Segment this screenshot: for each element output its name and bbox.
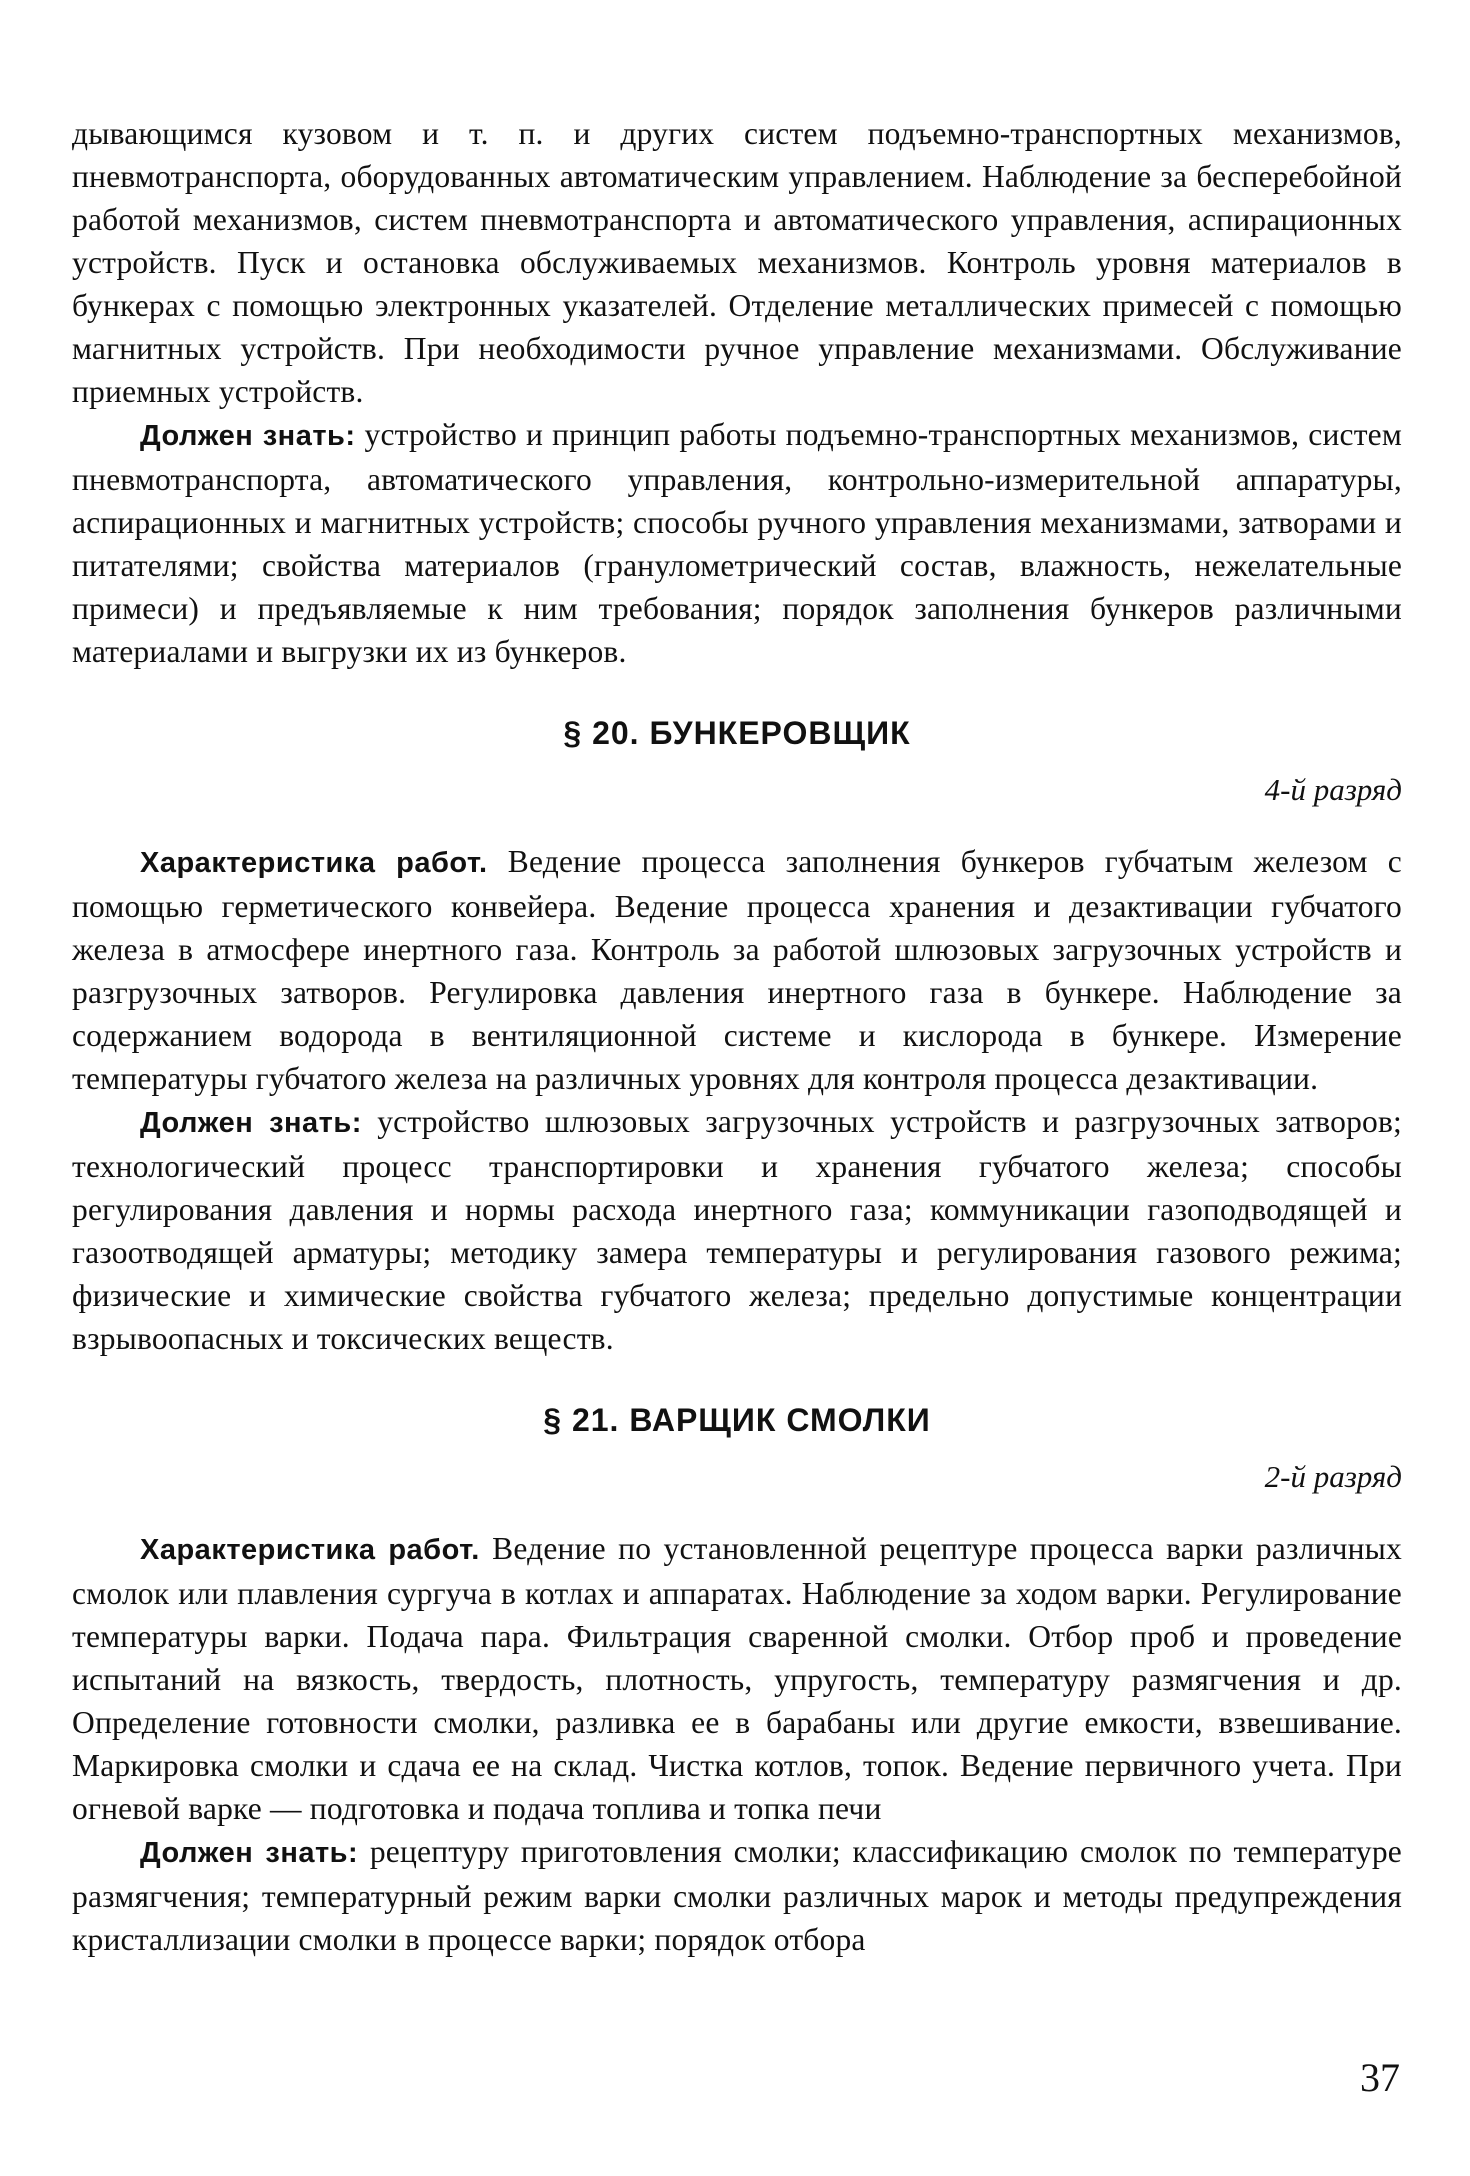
intro-paragraph (72, 112, 1402, 413)
section-21-title: § 21. ВАРЩИК СМОЛКИ (543, 1402, 931, 1438)
section-21-must-know-label: Должен знать: (140, 1837, 359, 1869)
intro-text: дывающимся кузовом и т. п. и других систем подъемно-транспортных механизмов, пневмотранспорта, оборудованных автоматическим управлением. Наблюдение за бесперебойной работой механизмов, систем пневмотранспорта и автоматического управления, аспирационных устройств. Пуск и остановка обслуживаемых механизмов. Контроль уровня материалов в бункерах с помощью электронных указателей. Отделение металлических примесей с помощью магнитных устройств. При необходимости ручное управление механизмами. Обслуживание приемных устройств. (72, 116, 1402, 409)
section-20-grade: 4-й разряд (1264, 772, 1402, 807)
section-21-characteristics-text: Ведение по установленной рецептуре процесса варки различных смолок или плавления сургуча в котлах и аппаратах. Наблюдение за ходом варки. Регулирование температуры варки. Подача пара. Фильтрация сваренной смолки. Отбор проб и проведение испытаний на вязкость, твердость, плотность, упругость, температуру размягчения и др. Определение готовности смолки, разливка ее в барабаны или другие емкости, взвешивание. Маркировка смолки и сдача ее на склад. Чистка котлов, топок. Ведение первичного учета. При огневой варке — подготовка и подача топлива и топка печи (72, 1531, 1402, 1826)
section-20-must-know (72, 1100, 1402, 1360)
section-20-must-know-label: Должен знать: (140, 1107, 362, 1139)
section-21-characteristics (72, 1527, 1402, 1830)
section-20-characteristics (72, 840, 1402, 1100)
intro-must-know-label: Должен знать: (140, 420, 356, 452)
section-20-characteristics-label: Характеристика работ. (140, 847, 488, 879)
section-20-must-know-text: устройство шлюзовых загрузочных устройств и разгрузочных затворов; технологический процесс транспортировки и хранения губчатого железа; способы регулирования давления и нормы расхода инертного газа; коммуникации газоподводящей и газоотводящей арматуры; методику замера температуры и регулирования газового режима; физические и химические свойства губчатого железа; предельно допустимые концентрации взрывоопасных и токсических веществ. (72, 1104, 1402, 1356)
page-body (72, 112, 1402, 1961)
intro-must-know-paragraph (72, 413, 1402, 673)
section-21-characteristics-label: Характеристика работ. (140, 1534, 480, 1566)
page-number: 37 (1360, 2055, 1400, 2100)
section-21-must-know (72, 1830, 1402, 1961)
section-21-grade: 2-й разряд (1264, 1459, 1402, 1494)
section-20-title: § 20. БУНКЕРОВЩИК (563, 715, 911, 751)
section-21-must-know-text: рецептуру приготовления смолки; классификацию смолок по температуре размягчения; температурный режим варки смолки различных марок и методы предупреждения кристаллизации смолки в процессе варки; порядок отбора (72, 1834, 1402, 1957)
intro-must-know-text: устройство и принцип работы подъемно-транспортных механизмов, систем пневмотранспорта, автоматического управления, контрольно-измерительной аппаратуры, аспирационных и магнитных устройств; способы ручного управления механизмами, затворами и питателями; свойства материалов (гранулометрический состав, влажность, нежелательные примеси) и предъявляемые к ним требования; порядок заполнения бункеров различными материалами и выгрузки их из бункеров. (72, 417, 1402, 669)
section-20-characteristics-text: Ведение процесса заполнения бункеров губчатым железом с помощью герметического конвейера. Ведение процесса хранения и дезактивации губчатого железа в атмосфере инертного газа. Контроль за работой шлюзовых загрузочных устройств и разгрузочных затворов. Регулировка давления инертного газа в бункере. Наблюдение за содержанием водорода в вентиляционной системе и кислорода в бункере. Измерение температуры губчатого железа на различных уровнях для контроля процесса дезактивации. (72, 844, 1402, 1096)
